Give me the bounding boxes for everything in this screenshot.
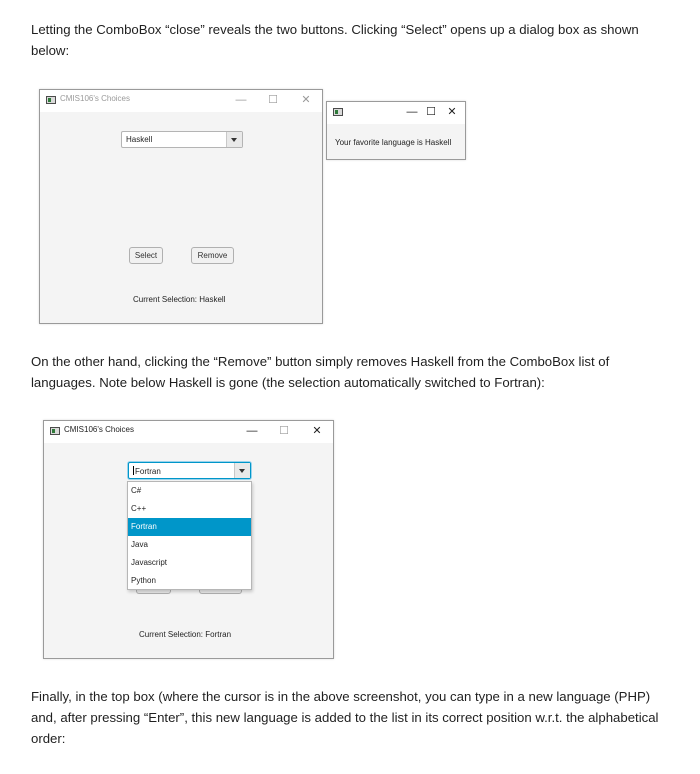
close-icon[interactable]: ✕ xyxy=(301,94,311,106)
dialog-message: Your favorite language is Haskell xyxy=(335,138,452,147)
dropdown-option[interactable]: Java xyxy=(131,540,148,549)
choices-window-1 xyxy=(39,89,323,324)
maximize-icon[interactable]: ☐ xyxy=(279,425,289,437)
maximize-icon[interactable]: ☐ xyxy=(426,106,436,118)
app-icon xyxy=(333,108,343,116)
remove-paragraph: On the other hand, clicking the “Remove” button simply removes Haskell from the ComboBox list of languages. Note below Haskell is gone (the selection automatically switched to Fortran): xyxy=(31,354,610,390)
language-combobox[interactable] xyxy=(121,131,243,148)
close-icon[interactable]: ✕ xyxy=(312,425,322,437)
finally-paragraph: Finally, in the top box (where the cursor is in the above screenshot, you can type in a new language (PHP) and, after pressing “Enter”, this new language is added to the list in its correct position w.r.t. the alphabetical order: xyxy=(31,689,659,746)
minimize-icon[interactable]: — xyxy=(235,94,247,106)
minimize-icon[interactable]: — xyxy=(246,425,258,437)
app-icon xyxy=(50,427,60,435)
current-selection-label: Current Selection: Fortran xyxy=(139,630,232,639)
text-cursor xyxy=(133,466,134,475)
close-icon[interactable]: ✕ xyxy=(447,106,457,118)
dropdown-option[interactable]: Fortran xyxy=(128,518,251,536)
window-titlebar[interactable] xyxy=(40,90,322,112)
dialog-titlebar[interactable] xyxy=(327,102,465,124)
favorite-language-dialog xyxy=(326,101,466,160)
current-selection-label: Current Selection: Haskell xyxy=(133,295,226,304)
dropdown-option[interactable]: Javascript xyxy=(131,558,168,567)
combobox-value: Haskell xyxy=(126,135,153,144)
window-title: CMIS106's Choices xyxy=(60,94,130,103)
remove-button[interactable]: Remove xyxy=(191,247,234,264)
combobox-value: Fortran xyxy=(135,467,161,476)
language-combobox[interactable] xyxy=(128,462,251,479)
dropdown-option[interactable]: C# xyxy=(131,486,142,495)
window-title: CMIS106's Choices xyxy=(64,425,134,434)
select-button[interactable]: Select xyxy=(129,247,163,264)
intro-paragraph: Letting the ComboBox “close” reveals the two buttons. Clicking “Select” opens up a dialog box as shown below: xyxy=(31,22,639,58)
dropdown-option[interactable]: Python xyxy=(131,576,156,585)
language-dropdown-list[interactable] xyxy=(127,481,252,590)
chevron-down-icon[interactable] xyxy=(234,463,250,478)
minimize-icon[interactable]: — xyxy=(406,106,418,118)
maximize-icon[interactable]: ☐ xyxy=(268,94,278,106)
window-titlebar[interactable] xyxy=(44,421,333,443)
app-icon xyxy=(46,96,56,104)
choices-window-2 xyxy=(43,420,334,659)
chevron-down-icon[interactable] xyxy=(226,132,242,147)
dropdown-option[interactable]: C++ xyxy=(131,504,147,513)
